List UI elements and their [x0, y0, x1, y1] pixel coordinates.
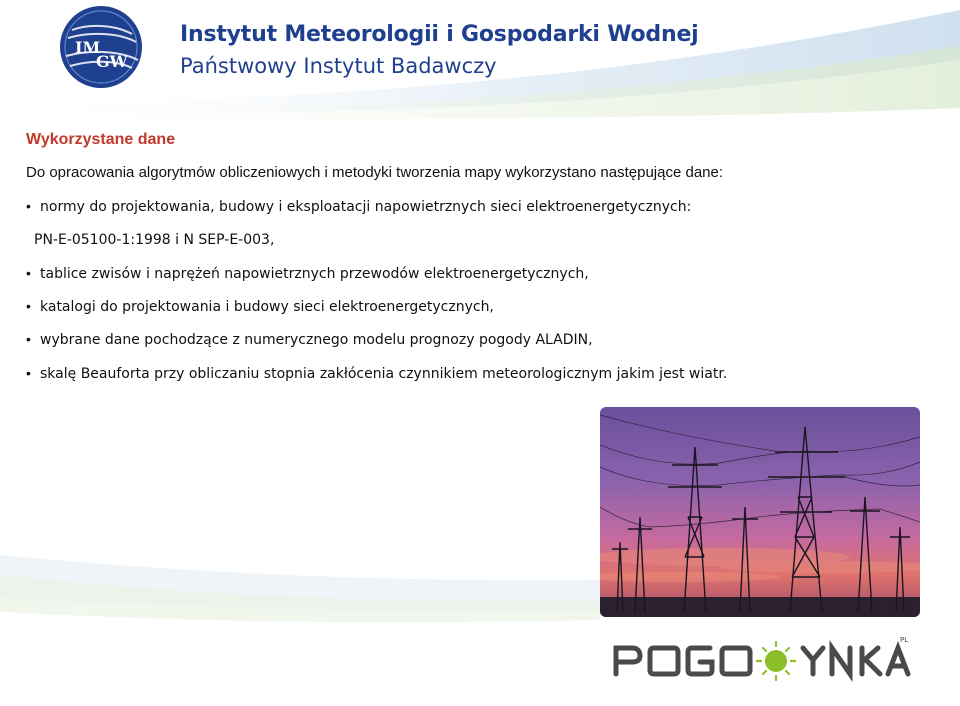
- bullet-continuation: [34, 232, 274, 248]
- power-lines-photo: [600, 407, 920, 617]
- institute-subtitle: Państwowy Instytut Badawczy: [180, 54, 497, 78]
- svg-text:IM: IM: [75, 38, 101, 57]
- bullet-item: [26, 298, 494, 315]
- bullet-dot: •: [26, 265, 31, 281]
- bullet-item: [26, 365, 727, 382]
- imgw-logo: [58, 4, 144, 90]
- intro-text: Do opracowania algorytmów obliczeniowych i metodyki tworzenia mapy wykorzystano następujące dane:: [26, 164, 724, 181]
- bullet-text: wybrane dane pochodzące z numerycznego modelu prognozy pogody ALADIN,: [40, 332, 593, 348]
- bullet-text: katalogi do projektowania i budowy sieci elektroenergetycznych,: [40, 299, 494, 315]
- section-title: Wykorzystane dane: [26, 131, 176, 148]
- institute-title: Instytut Meteorologii i Gospodarki Wodnej: [180, 22, 699, 47]
- bullet-text: skalę Beauforta przy obliczaniu stopnia zakłócenia czynnikiem meteorologicznym jakim jest wiatr.: [40, 366, 728, 382]
- bullet-item: [26, 265, 589, 282]
- svg-text:GW: GW: [96, 52, 128, 71]
- bullet-dot: •: [26, 331, 31, 347]
- bullet-text: normy do projektowania, budowy i eksploatacji napowietrznych sieci elektroenergetycznych:: [40, 199, 692, 215]
- bullet-dot: •: [26, 298, 31, 314]
- bullet-text: PN-E-05100-1:1998 i N SEP-E-003,: [34, 232, 275, 248]
- bullet-dot: •: [26, 365, 31, 381]
- bullet-item: [26, 198, 691, 215]
- pogodynka-logo: [598, 630, 918, 686]
- svg-text:PL: PL: [900, 636, 909, 644]
- bullet-text: tablice zwisów i naprężeń napowietrznych przewodów elektroenergetycznych,: [40, 266, 589, 282]
- bullet-dot: •: [26, 198, 31, 214]
- bullet-item: [26, 331, 593, 348]
